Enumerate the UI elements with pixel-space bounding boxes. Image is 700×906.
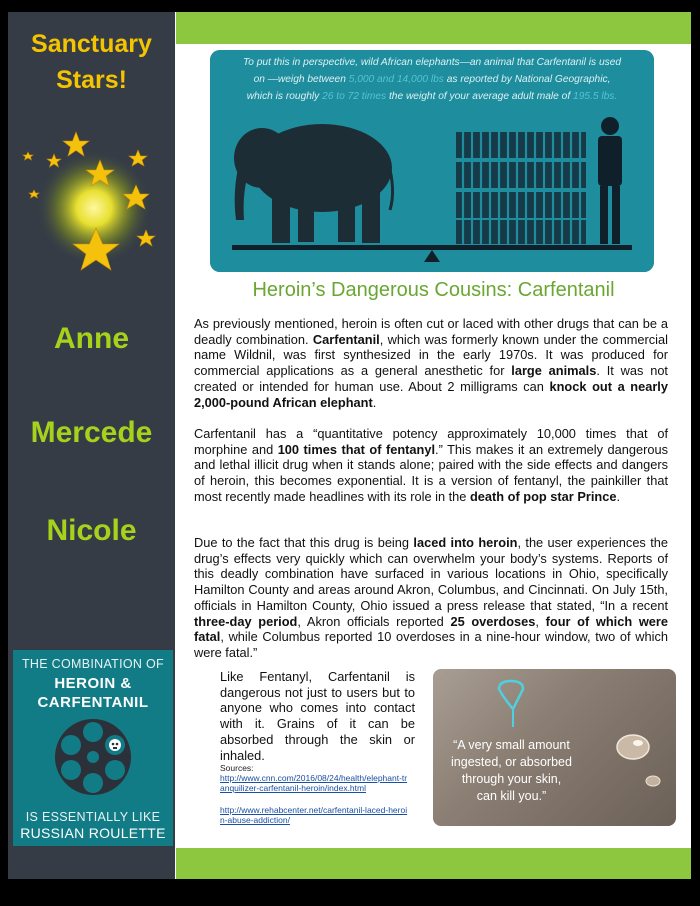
roulette-line5: RUSSIAN ROULETTE: [20, 825, 166, 841]
roulette-heading: [13, 674, 173, 712]
name-mercede: Mercede: [30, 416, 153, 449]
roulette-line3: CARFENTANIL: [37, 694, 149, 711]
source-link-cnn[interactable]: http://www.cnn.com/2016/08/24/health/elephant-tranquilizer-carfentanil-heroin/index.html: [220, 773, 408, 793]
infographic-caption: To put this in perspective, wild African elephants—an animal that Carfentanil is used on —weigh between 5,000 and 14,000 lbs as reported by National Geographic, which is roughly 26 to 72 times the weight of your average adult male of 195.5 lbs.: [242, 57, 622, 102]
roulette-line4: IS ESSENTIALLY LIKE: [25, 810, 161, 824]
sidebar-title-line2: Stars!: [56, 66, 127, 94]
bottom-green-bar: [176, 848, 691, 879]
sidebar-title-line1: Sanctuary: [31, 30, 152, 58]
paragraph-3: Due to the fact that this drug is being laced into heroin, the user experiences the drug’s effects very quickly which can overwhelm your body’s systems. Reports of this deadly combination have surfaced in various locations in Ohio, specifically Hamilton County and areas around Akron, Columbus, and Cincinnati. On July 15th, officials in Hamilton County, Ohio issued a press release that stated, “In a recent three-day period, Akron officials reported 25 overdoses, four of which were fatal, while Columbus reported 10 overdoses in a nine-hour window, two of which were fatal.”: [194, 535, 668, 660]
paragraph-1: As previously mentioned, heroin is often cut or laced with other drugs that can be a deadly combination. Carfentanil, which was formerly known under the commercial name Wildnil, was first synthesized in the early 1970s. It was produced for commercial applications as a general anesthetic for large animals. It was not created or intended for human use. About 2 milligrams can knock out a nearly 2,000-pound African elephant.: [194, 316, 668, 410]
sidebar: [8, 12, 175, 879]
article-headline: Heroin’s Dangerous Cousins: Carfentanil: [252, 279, 615, 301]
russian-roulette-graphic: [13, 650, 173, 846]
human-figures-icon: [456, 132, 586, 244]
name-anne: Anne: [54, 322, 129, 355]
sources-label: Sources:: [220, 763, 254, 773]
top-green-bar: [176, 12, 691, 44]
name-nicole: Nicole: [46, 514, 137, 547]
roulette-line2: HEROIN &: [54, 675, 132, 692]
roulette-line1: THE COMBINATION OF: [22, 657, 164, 671]
skin-quote: “A very small amount ingested, or absorbed through your skin, can kill you.”: [451, 738, 572, 803]
sidebar-title: [8, 26, 175, 98]
page: [8, 12, 691, 879]
revolver-cylinder-icon: [52, 716, 134, 798]
skin-quote-image: [433, 669, 676, 826]
paragraph-2: Carfentanil has a “quantitative potency approximately 10,000 times that of morphine and 100 times that of fentanyl.” This makes it an extremely dangerous and lethal illicit drug when it stands alone; paired with the side effects and dangers of heroin, this becomes exponential. It is a version of fentanyl, the painkiller that most recently made headlines with its role in the death of pop star Prince.: [194, 426, 668, 504]
elephant-infographic: [210, 50, 654, 272]
stars-icon: [16, 130, 166, 300]
sidebox-text: Like Fentanyl, Carfentanil is dangerous not just to users but to anyone who comes into contact with it. Grains of it can be absorbed through the skin or inhaled.: [220, 669, 415, 763]
source-link-rehabcenter[interactable]: http://www.rehabcenter.net/carfentanil-laced-heroin-abuse-addiction/: [220, 805, 408, 825]
